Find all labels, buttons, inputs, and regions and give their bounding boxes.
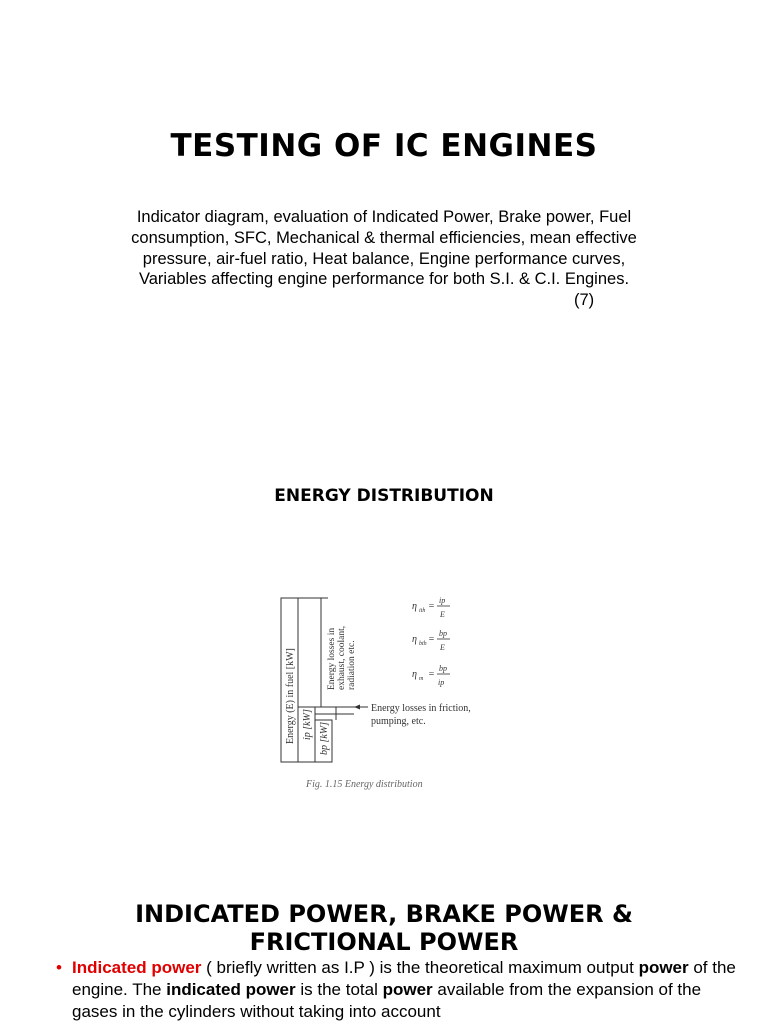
svg-text:ip: ip	[439, 596, 446, 605]
syllabus-line: Indicator diagram, evaluation of Indicated Power, Brake power, Fuel	[136, 208, 632, 226]
bullet-fragment: available from the expansion of the gases in the cylinders without taking into account	[72, 980, 702, 1021]
svg-text:ith: ith	[419, 608, 426, 614]
svg-text:bp: bp	[439, 629, 447, 638]
energy-bar-label: Energy (E) in fuel [kW]	[285, 648, 296, 744]
bullet-fragment: is the total	[295, 980, 383, 999]
bullet-bold: power	[382, 980, 433, 999]
title-line: FRICTIONAL POWER	[249, 928, 519, 956]
bullet-text	[56, 957, 736, 1023]
bullet-bold: indicated power	[166, 980, 296, 999]
svg-text:bth: bth	[419, 641, 427, 647]
svg-text:η: η	[412, 634, 417, 645]
svg-text:E: E	[440, 610, 445, 619]
mechanical-efficiency-equation	[412, 664, 450, 687]
energy-distribution-figure	[276, 590, 476, 795]
slide-title-indicated-power	[0, 900, 768, 956]
exhaust-loss-line: radiation etc.	[347, 640, 357, 690]
bullet-term: Indicated power	[72, 958, 202, 977]
svg-text:bp: bp	[439, 664, 447, 673]
svg-text:=: =	[428, 669, 435, 680]
exhaust-loss-line: Energy losses in	[327, 627, 337, 690]
svg-text:=: =	[428, 634, 435, 645]
bullet-bold: power	[638, 958, 689, 977]
bullet-fragment: ( briefly written as I.P ) is the theoretical maximum output	[201, 958, 639, 977]
ip-bar-label: ip [kW]	[302, 709, 313, 740]
thermal-efficiency-brake-equation	[412, 629, 450, 652]
svg-text:=: =	[428, 601, 435, 612]
thermal-efficiency-indicated-equation	[412, 596, 450, 619]
svg-text:η: η	[412, 669, 417, 680]
syllabus-line: pressure, air-fuel ratio, Heat balance, Engine performance curves,	[142, 249, 626, 268]
slide-title-energy-distribution: ENERGY DISTRIBUTION	[274, 486, 494, 506]
bullet-marker: •	[56, 958, 62, 977]
svg-text:ip: ip	[438, 678, 445, 687]
svg-text:E: E	[440, 643, 445, 652]
friction-loss-line: pumping, etc.	[371, 716, 426, 727]
exhaust-loss-line: exhaust, coolant,	[337, 625, 347, 690]
syllabus-line: consumption, SFC, Mechanical & thermal efficiencies, mean effective	[131, 228, 637, 247]
figure-caption: Fig. 1.15 Energy distribution	[306, 779, 423, 790]
syllabus-text	[108, 207, 660, 290]
bp-bar-label: bp [kW]	[319, 721, 330, 755]
svg-text:η: η	[412, 601, 417, 612]
slide-title-testing: TESTING OF IC ENGINES	[170, 128, 598, 164]
marks-label: (7)	[574, 291, 595, 309]
title-line: INDICATED POWER, BRAKE POWER &	[135, 900, 633, 928]
svg-text:m: m	[419, 676, 424, 682]
friction-loss-line: Energy losses in friction,	[371, 703, 471, 714]
bullet-fragment: of the engine. The	[72, 958, 736, 999]
indicated-power-bullet	[56, 957, 736, 1023]
syllabus-line: Variables affecting engine performance for both S.I. & C.I. Engines.	[138, 270, 630, 289]
